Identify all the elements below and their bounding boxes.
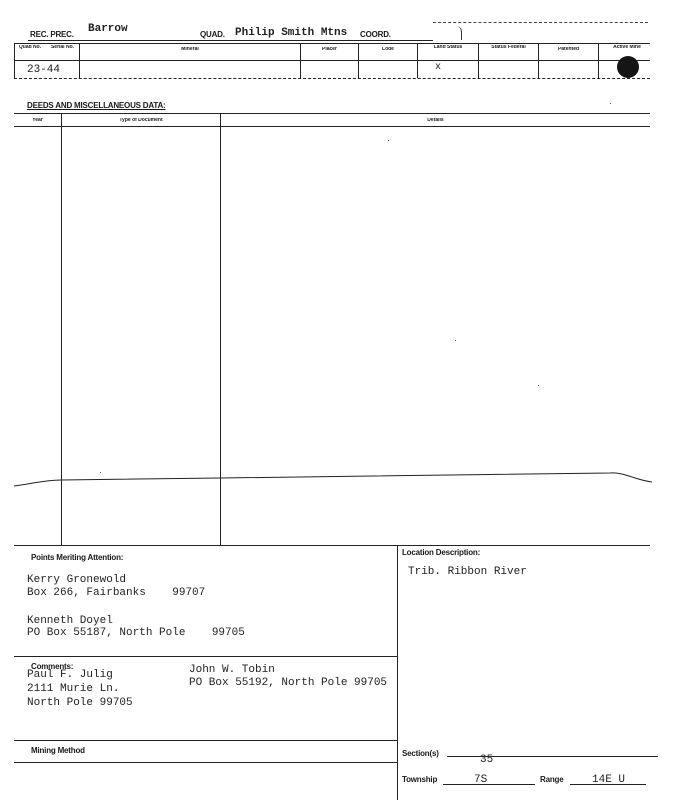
land-status-value: x xyxy=(435,62,442,73)
fold-line xyxy=(0,466,678,496)
col-status-federal: Status Federal xyxy=(491,45,526,50)
quad-label: QUAD. xyxy=(200,30,225,39)
range-label: Range xyxy=(540,775,564,784)
comments-top-line xyxy=(14,656,397,657)
pen-mark xyxy=(455,26,462,40)
mining-method-label: Mining Method xyxy=(31,746,85,755)
points-line-4: PO Box 55187, North Pole 99705 xyxy=(27,627,245,639)
township-label: Township xyxy=(402,775,438,784)
points-label: Points Meriting Attention: xyxy=(31,553,124,562)
points-line-3: Kenneth Doyel xyxy=(27,615,113,627)
comments-right-2: PO Box 55192, North Pole 99705 xyxy=(189,677,388,689)
section-value: 35 xyxy=(480,754,494,766)
header-underline xyxy=(28,40,433,41)
col-quad-no: Quad No. xyxy=(18,45,42,50)
points-line-2: Box 266, Fairbanks 99707 xyxy=(27,587,206,599)
col-type-of-document: Type of Document xyxy=(119,118,163,123)
section-label: Section(s) xyxy=(402,749,439,758)
header-dashed-line xyxy=(433,22,648,23)
township-line xyxy=(443,784,535,785)
comments-left-3: North Pole 99705 xyxy=(27,697,133,709)
quad-no-value: 23-44 xyxy=(27,64,61,76)
bottom-divider xyxy=(397,545,398,800)
comments-right-1: John W. Tobin xyxy=(189,664,275,676)
rec-prec-label: REC. PREC. xyxy=(30,30,74,39)
comments-label: Comments: xyxy=(31,662,74,671)
points-line-1: Kerry Gronewold xyxy=(27,574,127,586)
active-mine-mark xyxy=(617,56,639,78)
comments-left-1: Paul F. Julig xyxy=(27,669,113,681)
col-land-status: Land Status xyxy=(433,45,463,50)
rec-prec-value: Barrow xyxy=(88,23,128,35)
deeds-title: DEEDS AND MISCELLANEOUS DATA: xyxy=(27,101,166,110)
col-lode: Lode xyxy=(382,47,394,52)
col-details: Details xyxy=(427,118,444,123)
location-value: Trib. Ribbon River xyxy=(408,566,527,578)
coord-label: COORD. xyxy=(360,30,391,39)
range-value: 14E U xyxy=(592,774,626,786)
col-serial-no: Serial No. xyxy=(50,45,75,50)
mining-top-line xyxy=(14,740,397,741)
location-label: Location Description: xyxy=(402,548,481,557)
col-placer: Placer xyxy=(321,47,337,52)
section-line xyxy=(447,756,658,757)
col-mineral: Mineral xyxy=(181,47,199,52)
mining-bottom-line xyxy=(14,762,397,763)
comments-left-2: 2111 Murie Ln. xyxy=(27,683,120,695)
col-active-mine: Active Mine xyxy=(613,45,641,50)
township-value: 7S xyxy=(474,774,488,786)
deeds-bottom-line xyxy=(14,545,650,546)
col-patented: Patented xyxy=(557,47,580,52)
col-year: Year xyxy=(32,118,43,123)
quad-value: Philip Smith Mtns xyxy=(235,27,348,39)
